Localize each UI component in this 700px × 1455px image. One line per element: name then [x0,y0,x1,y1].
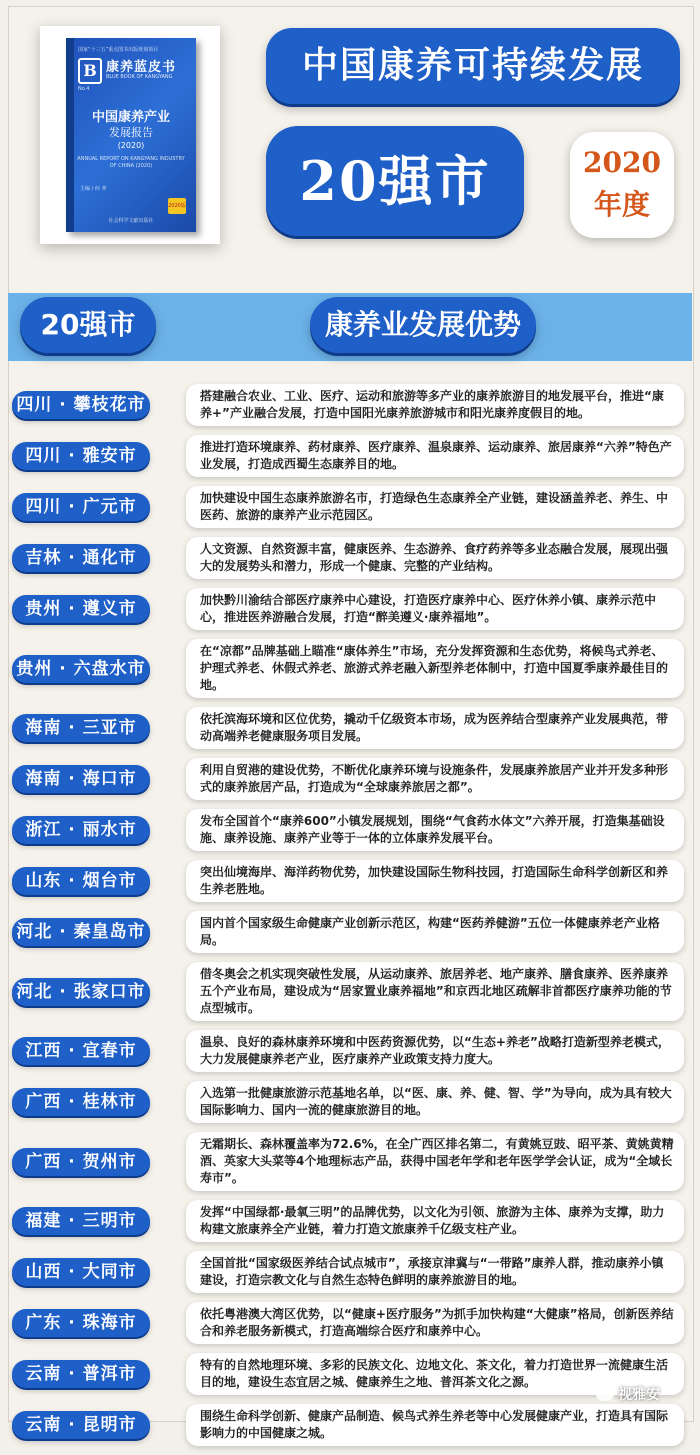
city-advantage: 发挥“中国绿都·最氧三明”的品牌优势，以文化为引领、旅游为主体、康养为支撑，助力构建文旅康养全产业链，着力打造文旅康养千亿级支柱产业。 [186,1200,684,1242]
city-row [0,1132,700,1191]
city-name: 福建 · 三明市 [12,1207,150,1235]
city-row [0,588,700,630]
city-advantage: 推进打造环境康养、药材康养、医疗康养、温泉康养、运动康养、旅居康养“六养”特色产业发展，打造成西蜀生态康养目的地。 [186,435,684,477]
city-name: 四川 · 雅安市 [12,442,150,470]
city-row [0,435,700,477]
city-row [0,860,700,902]
city-name: 海南 · 海口市 [12,765,150,793]
book-english-title: ANNUAL REPORT ON KANGYANG INDUSTRY OF CHINA (2020) [77,156,185,169]
main-title: 中国康养可持续发展 [266,28,680,104]
city-row [0,537,700,579]
city-row [0,384,700,426]
city-row [0,707,700,749]
year-badge [570,132,674,238]
city-name: 河北 · 秦皇岛市 [12,918,150,946]
watermark-text: 视雅安 [618,1387,660,1403]
city-row [0,1200,700,1242]
book-cover-image [40,26,220,244]
book-publisher: 社会科学文献出版社 [108,218,154,224]
city-advantage: 特有的自然地理环境、多彩的民族文化、边地文化、茶文化，着力打造世界一流健康生活目的地，建设生态宜居之城、健康养生之地、普洱茶文化之源。 [186,1353,684,1395]
city-advantage: 依托粤港澳大湾区优势，以“健康+医疗服务”为抓手加快构建“大健康”格局，创新医养结合和养老服务新模式，打造高端综合医疗和康养中心。 [186,1302,684,1344]
city-advantage: 围绕生命科学创新、健康产品制造、候鸟式养生养老等中心发展健康产业，打造具有国际影响力的中国健康之城。 [186,1404,684,1446]
city-row [0,1404,700,1446]
year-label: 年度 [593,188,650,221]
city-name: 江西 · 宜春市 [12,1037,150,1065]
city-row [0,1251,700,1293]
book-series: 康养蓝皮书 [106,60,177,75]
city-advantage: 加快黔川渝结合部医疗康养中心建设，打造医疗康养中心、医疗休养小镇、康养示范中心，推进医养游融合发展，打造“醉美遵义·康养福地”。 [186,588,684,630]
city-advantage: 人文资源、自然资源丰富，健康医养、生态游养、食疗药养等多业态融合发展，展现出强大的发展势头和潜力，形成一个健康、完整的产业结构。 [186,537,684,579]
city-advantage: 发布全国首个“康养600”小镇发展规划，围绕“气食药水体文”六养开展，打造集基础设施、康养设施、康养产业等于一体的立体康养发展平台。 [186,809,684,851]
city-row [0,1081,700,1123]
book-year: (2020) [117,141,145,150]
city-row [0,758,700,800]
book-cover [66,38,196,232]
city-advantage: 利用自贸港的建设优势，不断优化康养环境与设施条件，发展康养旅居产业并开发多种形式的康养旅居产品，打造成为“全球康养旅居之都”。 [186,758,684,800]
city-advantage: 在“凉都”品牌基础上瞄准“康体养生”市场，充分发挥资源和生态优势，将候鸟式养老、护理式养老、休假式养老、旅游式养老融入新型养老体制中，打造中国夏季康养最佳目的地。 [186,639,684,698]
city-advantage: 搭建融合农业、工业、医疗、运动和旅游等多产业的康养旅游目的地发展平台，推进“康养+”产业融合发展，打造中国阳光康养旅游城市和阳光康养度假目的地。 [186,384,684,426]
city-row [0,486,700,528]
city-name: 贵州 · 六盘水市 [12,655,150,683]
book-series-en: BLUE BOOK OF KANGYANG [106,74,173,80]
city-advantage: 全国首批“国家级医养结合试点城市”，承接京津冀与“一带路”康养人群，推动康养小镇建设，打造宗教文化与自然生态特色鲜明的康养旅游目的地。 [186,1251,684,1293]
city-name: 云南 · 普洱市 [12,1360,150,1388]
city-row [0,911,700,953]
city-name: 山东 · 烟台市 [12,867,150,895]
city-row [0,1302,700,1344]
city-name: 广西 · 贺州市 [12,1148,150,1176]
city-name: 浙江 · 丽水市 [12,816,150,844]
city-name: 吉林 · 通化市 [12,544,150,572]
city-name: 四川 · 广元市 [12,493,150,521]
city-advantage: 入选第一批健康旅游示范基地名单，以“医、康、养、健、智、学”为导向，成为具有较大国际影响力、国内一流的健康旅游目的地。 [186,1081,684,1123]
watermark [596,1384,660,1404]
city-name: 广东 · 珠海市 [12,1309,150,1337]
book-authors: 主编 / 何 莽 [80,186,107,192]
city-advantage: 加快建设中国生态康养旅游名市，打造绿色生态康养全产业链，建设涵盖养老、养生、中医药、旅游的康养产业示范园区。 [186,486,684,528]
wechat-icon [596,1387,614,1401]
city-row [0,1353,700,1395]
city-list [0,384,700,1455]
city-name: 四川 · 攀枝花市 [12,391,150,419]
book-edition-stamp: 2020版 [168,198,186,214]
book-title-line1: 中国康养产业 [91,110,170,125]
blue-book-logo-icon: B [78,58,102,84]
year-number: 2020 [583,146,661,179]
city-name: 贵州 · 遵义市 [12,595,150,623]
book-volume: No.4 [78,86,90,92]
city-advantage: 依托滨海环境和区位优势，撬动千亿级资本市场，成为医养结合型康养产业发展典范，带动高端养老健康服务项目发展。 [186,707,684,749]
city-name: 河北 · 张家口市 [12,978,150,1006]
column-header-city: 20强市 [20,297,156,353]
city-name: 云南 · 昆明市 [12,1411,150,1439]
city-row [0,962,700,1021]
city-name: 海南 · 三亚市 [12,714,150,742]
city-advantage: 突出仙境海岸、海洋药物优势，加快建设国际生物科技园，打造国际生命科学创新区和养生养老胜地。 [186,860,684,902]
book-title-line2: 发展报告 [109,126,153,139]
city-advantage: 温泉、良好的森林康养环境和中医药资源优势，以“生态+养老”战略打造新型养老模式，大力发展健康养老产业，医疗康养产业政策支持力度大。 [186,1030,684,1072]
city-advantage: 国内首个国家级生命健康产业创新示范区，构建“医药养健游”五位一体健康养老产业格局。 [186,911,684,953]
column-header-advantage: 康养业发展优势 [310,297,536,353]
city-row [0,639,700,698]
city-name: 广西 · 桂林市 [12,1088,150,1116]
subtitle-top20: 20强市 [266,126,524,236]
city-advantage: 无霜期长、森林覆盖率为72.6%，在全广西区排名第二，有黄姚豆豉、昭平茶、黄姚黄精酒、英家大头菜等4个地理标志产品，获得中国老年学和老年医学学会认证，成为“全域长寿市”。 [186,1132,684,1191]
book-top-note: 国家“十三五”重点图书出版规划项目 [78,47,159,53]
city-advantage: 借冬奥会之机实现突破性发展，从运动康养、旅居养老、地产康养、膳食康养、医养康养五个产业布局，建设成为“居家置业康养福地”和京西北地区疏解非首都医疗康养功能的节点型城市。 [186,962,684,1021]
city-name: 山西 · 大同市 [12,1258,150,1286]
city-row [0,809,700,851]
city-row [0,1030,700,1072]
